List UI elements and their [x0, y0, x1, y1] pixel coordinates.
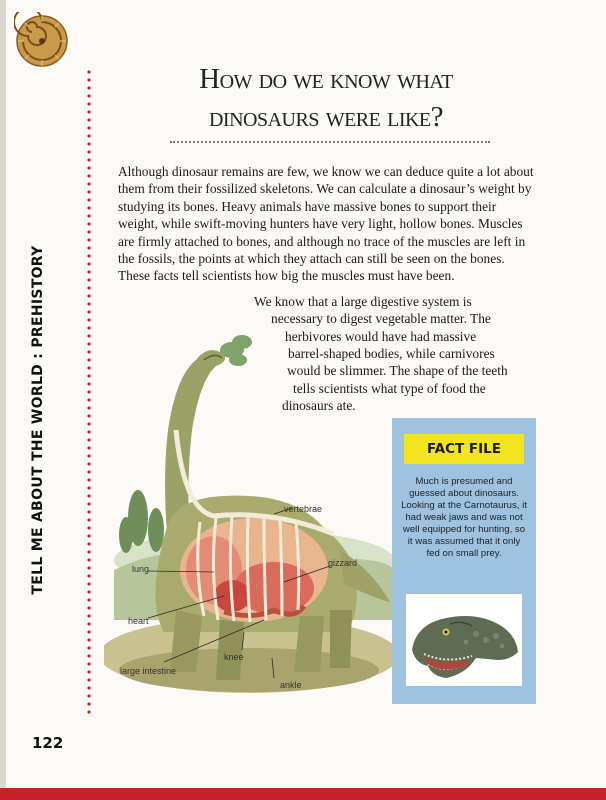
label-knee: knee	[224, 652, 244, 662]
paragraph2-line: We know that a large digestive system is	[254, 294, 472, 309]
fact-file-text: Much is presumed and guessed about dinosaurs. Looking at the Carnotaurus, it had weak jaws and was not well equipped for hunting, so it was assumed that it only fed on small prey.	[401, 476, 527, 559]
label-vertebrae: vertebrae	[284, 504, 323, 514]
paragraph2-line: tells scientists what type of food the	[293, 381, 486, 396]
intro-paragraph: Although dinosaur remains are few, we know we can deduce quite a lot about them from their fossilized skeletons. We can calculate a dinosaur’s weight by studying its bones. Heavy animals have massive bones to support their weight, while swift-moving hunters have very light, hollow bones. Muscles are firmly attached to bones, and although no trace of the muscles are left in the fossils, the points at which they attach can still be seen on the bones. These facts tell scientists how big the muscles must have been.	[118, 164, 534, 284]
carnotaurus-head-icon	[406, 594, 522, 686]
label-heart: heart	[128, 616, 149, 626]
label-gizzard: gizzard	[328, 558, 358, 568]
title-underline	[170, 141, 490, 143]
title-line-2: dinosaurs were like?	[208, 101, 444, 133]
paragraph2-line: herbivores would have had massive	[285, 329, 477, 344]
paragraph2-line: barrel-shaped bodies, while carnivores	[288, 346, 495, 361]
paragraph2-line: would be slimmer. The shape of the teeth	[287, 363, 508, 378]
dinosaur-anatomy-illustration	[104, 320, 394, 700]
paragraph2-line: necessary to digest vegetable matter. The	[271, 311, 491, 326]
fact-file-title: FACT FILE	[404, 434, 524, 464]
label-ankle: ankle	[280, 680, 302, 690]
page-number: 122	[32, 734, 64, 752]
ammonite-fossil-icon	[14, 12, 70, 68]
series-title: TELL ME ABOUT THE WORLD : PREHISTORY	[30, 245, 46, 595]
title-line-1: How do we know what	[199, 63, 453, 95]
page-edge	[0, 0, 6, 800]
label-large-intestine: large intestine	[120, 666, 177, 676]
red-dotted-rule	[86, 68, 92, 716]
carnotaurus-image	[406, 594, 522, 686]
page-title	[118, 60, 534, 136]
fact-file-box	[392, 418, 536, 704]
sauropod-drawing	[104, 320, 394, 700]
paragraph2-line: dinosaurs ate.	[282, 398, 356, 413]
bottom-red-bar	[0, 788, 606, 800]
label-lung: lung	[132, 564, 150, 574]
